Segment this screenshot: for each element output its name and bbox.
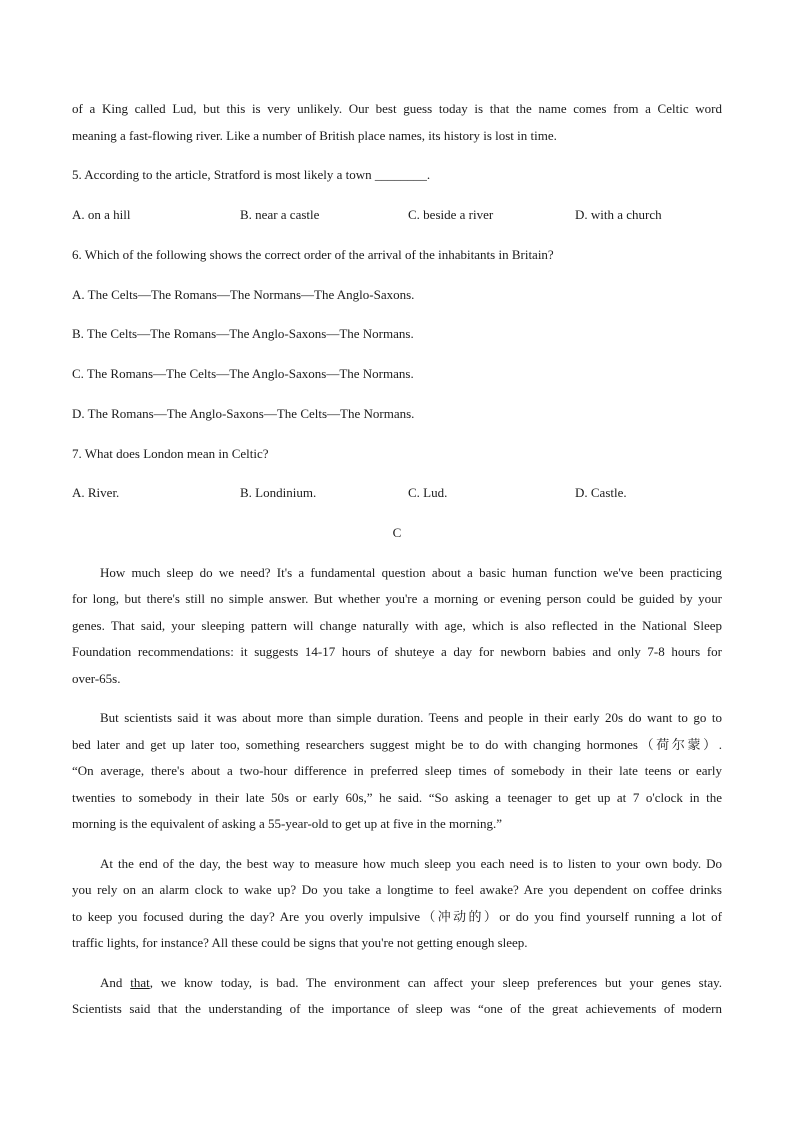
p3-line-4: traffic lights, for instance? All these could be signs that you're not getting enough sleep.	[72, 935, 528, 950]
p4-line-1	[72, 975, 722, 991]
p4-line-2: Scientists said that the understanding of the importance of sleep was “one of the great achievements of modern	[72, 1001, 722, 1016]
p4-line-1-start: And	[100, 975, 131, 990]
p3-line-1: At the end of the day, the best way to measure how much sleep you each need is to listen to your own body. Do	[100, 856, 722, 871]
p2-line-3: “On average, there's about a two-hour difference in preferred sleep times of somebody in their late teens or early	[72, 763, 722, 778]
p2-line-1: But scientists said it was about more than simple duration. Teens and people in their early 20s do want to go to	[100, 710, 722, 725]
q7-option-b: B. Londinium.	[240, 485, 317, 500]
p3-line-2: you rely on an alarm clock to wake up? Do you take a longtime to feel awake? Are you dependent on coffee drinks	[72, 882, 722, 897]
p1-line-1: How much sleep do we need? It's a fundamental question about a basic human function we've been practicing	[100, 565, 722, 580]
underlined-word: that	[130, 975, 150, 990]
p1-line-3: genes. That said, your sleeping pattern will change naturally with age, which is also reflected in the National Sleep	[72, 618, 722, 633]
q7-option-c: C. Lud.	[408, 485, 448, 500]
q6-option-c: C. The Romans—The Celts—The Anglo-Saxons—The Normans.	[72, 366, 414, 381]
question-5-options	[72, 207, 722, 223]
question-5-stem: 5. According to the article, Stratford is most likely a town ________.	[72, 167, 431, 182]
intro-line-2: meaning a fast-flowing river. Like a number of British place names, its history is lost in time.	[72, 128, 557, 143]
q5-option-d: D. with a church	[575, 207, 662, 222]
p2-line-4: twenties to somebody in their late 50s or early 60s,” he said. “So asking a teenager to get up at 7 o'clock in the	[72, 790, 722, 805]
p4-line-1-rest: , we know today, is bad. The environment can affect your sleep preferences but your genes stay.	[149, 975, 723, 990]
q7-option-a: A. River.	[72, 485, 120, 500]
q7-option-d: D. Castle.	[575, 485, 627, 500]
intro-line-1: of a King called Lud, but this is very unlikely. Our best guess today is that the name comes from a Celtic word	[72, 101, 722, 116]
section-label: C	[392, 525, 402, 540]
p2-line-2: bed later and get up later too, something researchers suggest might be to do with changing hormones（荷尔蒙）.	[72, 737, 722, 752]
p1-line-5: over-65s.	[72, 671, 121, 686]
p2-line-5: morning is the equivalent of asking a 55-year-old to get up at five in the morning.”	[72, 816, 503, 831]
q5-option-a: A. on a hill	[72, 207, 131, 222]
p1-line-2: for long, but there's still no simple answer. But whether you're a morning or evening person could be guided by your	[72, 591, 722, 606]
question-7-options	[72, 485, 722, 501]
q5-option-c: C. beside a river	[408, 207, 494, 222]
question-6-stem: 6. Which of the following shows the correct order of the arrival of the inhabitants in Britain?	[72, 247, 554, 262]
p3-line-3: to keep you focused during the day? Are you overly impulsive（冲动的）or do you find yourself running a lot of	[72, 909, 722, 924]
q6-option-a: A. The Celts—The Romans—The Normans—The Anglo-Saxons.	[72, 287, 415, 302]
q6-option-d: D. The Romans—The Anglo-Saxons—The Celts—The Normans.	[72, 406, 415, 421]
question-7-stem: 7. What does London mean in Celtic?	[72, 446, 269, 461]
q6-option-b: B. The Celts—The Romans—The Anglo-Saxons—The Normans.	[72, 326, 414, 341]
p1-line-4: Foundation recommendations: it suggests 14-17 hours of shuteye a day for newborn babies and only 7-8 hours for	[72, 644, 722, 659]
q5-option-b: B. near a castle	[240, 207, 320, 222]
